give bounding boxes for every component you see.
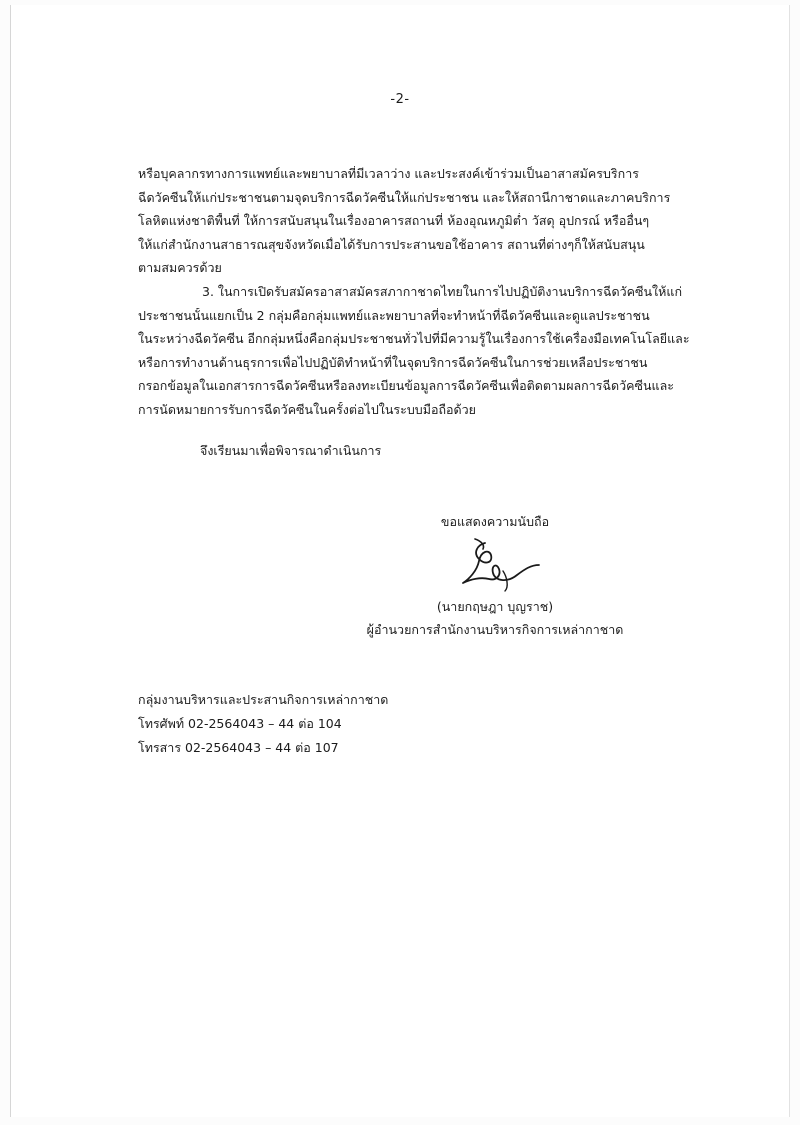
closing-statement: จึงเรียนมาเพื่อพิจารณาดำเนินการ (200, 443, 382, 458)
paragraph-line: โลหิตแห่งชาติพื้นที่ ให้การสนับสนุนในเรื่องอาคารสถานที่ ห้องอุณหภูมิต่ำ วัสดุ อุปกรณ์ หรืออื่นๆ (138, 213, 650, 228)
contact-fax: โทรสาร 02-2564043 – 44 ต่อ 107 (138, 740, 339, 755)
page-number: -2- (390, 92, 410, 107)
paragraph-line: กรอกข้อมูลในเอกสารการฉีดวัคซีนหรือลงทะเบียนข้อมูลการฉีดวัคซีนเพื่อติดตามผลการฉีดวัคซีนและ (138, 378, 674, 393)
paragraph-line: หรือการทำงานด้านธุรการเพื่อไปปฏิบัติทำหน้าที่ในจุดบริการฉีดวัคซีนในการช่วยเหลือประชาชน (138, 355, 648, 370)
paragraph-line: 3. ในการเปิดรับสมัครอาสาสมัครสภากาชาดไทยในการไปปฏิบัติงานบริการฉีดวัคซีนให้แก่ (202, 284, 683, 299)
paragraph-line: ฉีดวัคซีนให้แก่ประชาชนตามจุดบริการฉีดวัคซีนให้แก่ประชาชน และให้สถานีกาชาดและภาคบริการ (138, 190, 671, 205)
paragraph-line: ในระหว่างฉีดวัคซีน อีกกลุ่มหนึ่งคือกลุ่มประชาชนทั่วไปที่มีความรู้ในเรื่องการใช้เครื่องมือเทคโนโลยีและ (138, 331, 690, 346)
salutation: ขอแสดงความนับถือ (440, 514, 550, 529)
contact-department: กลุ่มงานบริหารและประสานกิจการเหล่ากาชาด (138, 692, 389, 707)
handwritten-signature (455, 535, 545, 595)
paragraph-line: ตามสมควรด้วย (138, 260, 222, 275)
signatory-name: (นายกฤษฎา บุญราช) (436, 599, 554, 614)
paragraph-line: ประชาชนนั้นแยกเป็น 2 กลุ่มคือกลุ่มแพทย์และพยาบาลที่จะทำหน้าที่ฉีดวัคซีนและดูแลประชาชน (138, 308, 650, 323)
signatory-position: ผู้อำนวยการสำนักงานบริหารกิจการเหล่ากาชาด (366, 622, 624, 637)
paragraph-line: หรือบุคลากรทางการแพทย์และพยาบาลที่มีเวลาว่าง และประสงค์เข้าร่วมเป็นอาสาสมัครบริการ (138, 166, 639, 181)
contact-phone: โทรศัพท์ 02-2564043 – 44 ต่อ 104 (138, 716, 342, 731)
paragraph-line: การนัดหมายการรับการฉีดวัคซีนในครั้งต่อไปในระบบมือถือด้วย (138, 402, 476, 417)
paragraph-line: ให้แก่สำนักงานสาธารณสุขจังหวัดเมื่อได้รับการประสานขอใช้อาคาร สถานที่ต่างๆก็ให้สนับสนุน (138, 237, 645, 252)
